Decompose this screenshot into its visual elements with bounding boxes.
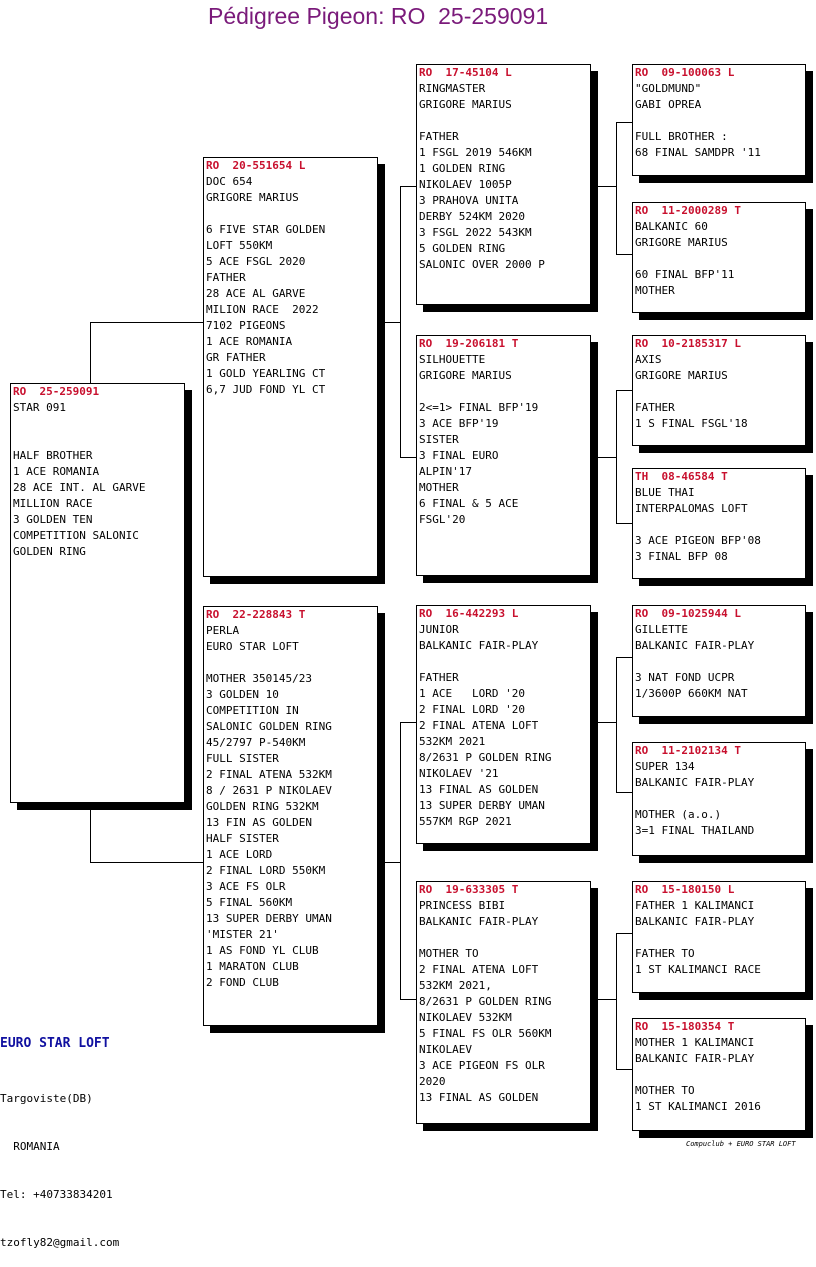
pigeon-details xyxy=(635,81,804,161)
detail-line: PRINCESS BIBI xyxy=(419,899,506,912)
connector-line xyxy=(400,186,401,458)
detail-line: 7102 PIGEONS xyxy=(206,319,286,332)
connector-line xyxy=(400,999,416,1000)
sire-sire-sire-card[interactable] xyxy=(632,64,806,176)
detail-line: MOTHER 350145/23 xyxy=(206,672,312,685)
detail-line xyxy=(635,654,804,670)
detail-line: 1 AS FOND YL CLUB xyxy=(206,944,319,957)
detail-line xyxy=(13,416,183,432)
detail-line: FSGL'20 xyxy=(419,513,466,526)
detail-line: 1 ACE ROMANIA xyxy=(206,335,293,348)
detail-line: 5 FINAL FS OLR 560KM xyxy=(419,1027,552,1040)
pigeon-details xyxy=(635,759,804,839)
connector-line xyxy=(384,322,401,323)
detail-line xyxy=(635,517,804,533)
ring-number: RO 09-1025944 L xyxy=(635,607,741,620)
detail-line: MOTHER TO xyxy=(635,1084,695,1097)
detail-line: MOTHER (a.o.) xyxy=(635,808,722,821)
detail-line: 68 FINAL SAMDPR '11 xyxy=(635,146,761,159)
address-email[interactable]: tzofly82@gmail.com xyxy=(0,1236,120,1249)
detail-line: 3 ACE PIGEON BFP'08 xyxy=(635,534,761,547)
detail-line: INTERPALOMAS LOFT xyxy=(635,502,748,515)
detail-line: 6 FINAL & 5 ACE xyxy=(419,497,519,510)
address-country: ROMANIA xyxy=(0,1140,60,1153)
detail-line: 1 GOLD YEARLING CT xyxy=(206,367,326,380)
ring-number: RO 17-45104 L xyxy=(419,66,512,79)
detail-line: 2 FINAL LORD 550KM xyxy=(206,864,326,877)
pigeon-details xyxy=(635,485,804,565)
detail-line: JUNIOR xyxy=(419,623,459,636)
detail-line: NIKOLAEV 532KM xyxy=(419,1011,512,1024)
detail-line: GRIGORE MARIUS xyxy=(419,98,512,111)
connector-line xyxy=(597,186,616,187)
detail-line xyxy=(419,930,589,946)
detail-line: 532KM 2021, xyxy=(419,979,492,992)
connector-line xyxy=(597,722,616,723)
ring-number: RO 15-180354 T xyxy=(635,1020,735,1033)
pigeon-details xyxy=(635,622,804,702)
detail-line xyxy=(419,113,589,129)
detail-line: GABI OPREA xyxy=(635,98,702,111)
detail-line: PERLA xyxy=(206,624,240,637)
ring-number: RO 22-228843 T xyxy=(206,608,306,621)
detail-line: COMPETITION IN xyxy=(206,704,299,717)
detail-line: GRIGORE MARIUS xyxy=(206,191,299,204)
detail-line: FATHER xyxy=(419,130,459,143)
detail-line: 2<=1> FINAL BFP'19 xyxy=(419,401,539,414)
detail-line: 2 FINAL LORD '20 xyxy=(419,703,525,716)
dam-dam-dam-card[interactable] xyxy=(632,1018,806,1131)
detail-line xyxy=(635,791,804,807)
detail-line: 28 ACE AL GARVE xyxy=(206,287,306,300)
detail-line: 3 ACE FS OLR xyxy=(206,880,286,893)
pigeon-details xyxy=(419,622,589,830)
connector-line xyxy=(597,457,616,458)
connector-line xyxy=(616,657,617,793)
detail-line: 532KM 2021 xyxy=(419,735,486,748)
detail-line: FATHER TO xyxy=(635,947,695,960)
credit-text: Compuclub + EURO STAR LOFT xyxy=(686,1140,796,1148)
address-city: Targoviste(DB) xyxy=(0,1092,93,1105)
connector-line xyxy=(616,1069,632,1070)
detail-line: SILHOUETTE xyxy=(419,353,486,366)
detail-line xyxy=(419,654,589,670)
detail-line: STAR 091 xyxy=(13,401,66,414)
detail-line: 557KM RGP 2021 xyxy=(419,815,512,828)
detail-line: BALKANIC FAIR-PLAY xyxy=(635,1052,755,1065)
detail-line: "GOLDMUND" xyxy=(635,82,702,95)
connector-line xyxy=(597,999,616,1000)
detail-line: 2020 xyxy=(419,1075,446,1088)
address-phone: Tel: +40733834201 xyxy=(0,1188,113,1201)
detail-line: HALF SISTER xyxy=(206,832,279,845)
detail-line: NIKOLAEV '21 xyxy=(419,767,499,780)
detail-line: 1 S FINAL FSGL'18 xyxy=(635,417,748,430)
detail-line: BALKANIC FAIR-PLAY xyxy=(635,776,755,789)
detail-line: ALPIN'17 xyxy=(419,465,472,478)
dam-dam-sire-card[interactable] xyxy=(632,881,806,993)
detail-line: 5 GOLDEN RING xyxy=(419,242,506,255)
detail-line: FATHER xyxy=(635,401,675,414)
detail-line: 13 SUPER DERBY UMAN xyxy=(206,912,332,925)
detail-line: 5 FINAL 560KM xyxy=(206,896,293,909)
detail-line xyxy=(635,930,804,946)
ring-number: TH 08-46584 T xyxy=(635,470,728,483)
connector-line xyxy=(90,322,91,383)
connector-line xyxy=(400,722,416,723)
detail-line: 2 FINAL ATENA 532KM xyxy=(206,768,332,781)
detail-line xyxy=(13,432,183,448)
detail-line: 1 ACE LORD xyxy=(206,848,273,861)
pigeon-details xyxy=(635,352,804,432)
detail-line: 3 GOLDEN TEN xyxy=(13,513,93,526)
ring-number: RO 11-2000289 T xyxy=(635,204,741,217)
connector-line xyxy=(90,803,91,863)
sire-dam-card[interactable] xyxy=(416,335,591,576)
dam-sire-dam-card[interactable] xyxy=(632,742,806,856)
detail-line: DOC 654 xyxy=(206,175,253,188)
detail-line: FATHER xyxy=(419,671,459,684)
connector-line xyxy=(616,254,632,255)
detail-line: 8/2631 P GOLDEN RING xyxy=(419,751,552,764)
detail-line: FULL BROTHER : xyxy=(635,130,728,143)
detail-line xyxy=(635,113,804,129)
connector-line xyxy=(384,862,401,863)
pigeon-details xyxy=(635,219,804,299)
detail-line: FATHER xyxy=(206,271,246,284)
detail-line: COMPETITION SALONIC xyxy=(13,529,139,542)
connector-line xyxy=(616,122,632,123)
detail-line: 3 NAT FOND UCPR xyxy=(635,671,735,684)
detail-line: GILLETTE xyxy=(635,623,688,636)
detail-line xyxy=(635,1067,804,1083)
detail-line: MOTHER xyxy=(419,481,459,494)
pigeon-details xyxy=(635,1035,804,1115)
detail-line: 8/2631 P GOLDEN RING xyxy=(419,995,552,1008)
ring-number: RO 20-551654 L xyxy=(206,159,306,172)
detail-line: BLUE THAI xyxy=(635,486,695,499)
detail-line: FATHER 1 KALIMANCI xyxy=(635,899,755,912)
detail-line: 3 ACE PIGEON FS OLR xyxy=(419,1059,545,1072)
detail-line: GRIGORE MARIUS xyxy=(635,236,728,249)
detail-line: GRIGORE MARIUS xyxy=(419,369,512,382)
sire-sire-card[interactable] xyxy=(416,64,591,305)
detail-line: 3 FINAL EURO xyxy=(419,449,499,462)
page-title: Pédigree Pigeon: RO 25-259091 xyxy=(208,3,549,29)
detail-line: 6 FIVE STAR GOLDEN xyxy=(206,223,326,236)
detail-line xyxy=(206,655,376,671)
detail-line: BALKANIC 60 xyxy=(635,220,708,233)
pigeon-details xyxy=(13,400,183,560)
detail-line: SISTER xyxy=(419,433,459,446)
sire-sire-dam-card[interactable] xyxy=(632,202,806,313)
dam-sire-card[interactable] xyxy=(416,605,591,844)
detail-line: BALKANIC FAIR-PLAY xyxy=(635,915,755,928)
detail-line: 5 ACE FSGL 2020 xyxy=(206,255,306,268)
detail-line: 13 FINAL AS GOLDEN xyxy=(419,1091,539,1104)
detail-line: MILION RACE 2022 xyxy=(206,303,319,316)
detail-line: SALONIC GOLDEN RING xyxy=(206,720,332,733)
detail-line: 1 FSGL 2019 546KM xyxy=(419,146,532,159)
connector-line xyxy=(616,933,617,1070)
detail-line: SUPER 134 xyxy=(635,760,695,773)
detail-line: GR FATHER xyxy=(206,351,266,364)
loft-address xyxy=(0,1059,119,1267)
connector-line xyxy=(616,792,632,793)
detail-line: BALKANIC FAIR-PLAY xyxy=(419,639,539,652)
detail-line: SALONIC OVER 2000 P xyxy=(419,258,545,271)
subject-card[interactable] xyxy=(10,383,185,803)
detail-line: 45/2797 P-540KM xyxy=(206,736,306,749)
detail-line: 3 FSGL 2022 543KM xyxy=(419,226,532,239)
detail-line: GRIGORE MARIUS xyxy=(635,369,728,382)
connector-line xyxy=(400,722,401,1000)
detail-line: 13 FIN AS GOLDEN xyxy=(206,816,312,829)
detail-line: 13 FINAL AS GOLDEN xyxy=(419,783,539,796)
detail-line: NIKOLAEV xyxy=(419,1043,472,1056)
detail-line: 60 FINAL BFP'11 xyxy=(635,268,735,281)
ring-number: RO 25-259091 xyxy=(13,385,100,398)
ring-number: RO 10-2185317 L xyxy=(635,337,741,350)
detail-line: 1 MARATON CLUB xyxy=(206,960,299,973)
sire-dam-dam-card[interactable] xyxy=(632,468,806,579)
detail-line: MOTHER 1 KALIMANCI xyxy=(635,1036,755,1049)
detail-line: EURO STAR LOFT xyxy=(206,640,299,653)
detail-line: 1 ACE ROMANIA xyxy=(13,465,100,478)
ring-number: RO 19-206181 T xyxy=(419,337,519,350)
detail-line: 1 ST KALIMANCI RACE xyxy=(635,963,761,976)
detail-line: MOTHER TO xyxy=(419,947,479,960)
connector-line xyxy=(616,390,632,391)
detail-line: 1 ST KALIMANCI 2016 xyxy=(635,1100,761,1113)
detail-line: MILLION RACE xyxy=(13,497,93,510)
detail-line: 6,7 JUD FOND YL CT xyxy=(206,383,326,396)
detail-line: HALF BROTHER xyxy=(13,449,93,462)
pigeon-details xyxy=(635,898,804,978)
ring-number: RO 15-180150 L xyxy=(635,883,735,896)
detail-line: 3 PRAHOVA UNITA xyxy=(419,194,519,207)
detail-line: 1/3600P 660KM NAT xyxy=(635,687,748,700)
detail-line: 3 ACE BFP'19 xyxy=(419,417,499,430)
connector-line xyxy=(616,523,632,524)
detail-line: GOLDEN RING xyxy=(13,545,86,558)
detail-line: GOLDEN RING 532KM xyxy=(206,800,319,813)
detail-line xyxy=(419,384,589,400)
pigeon-details xyxy=(206,174,376,398)
detail-line: RINGMASTER xyxy=(419,82,486,95)
detail-line: 28 ACE INT. AL GARVE xyxy=(13,481,146,494)
dam-sire-sire-card[interactable] xyxy=(632,605,806,717)
detail-line: LOFT 550KM xyxy=(206,239,273,252)
connector-line xyxy=(90,322,203,323)
connector-line xyxy=(400,186,416,187)
dam-card[interactable] xyxy=(203,606,378,1026)
sire-dam-sire-card[interactable] xyxy=(632,335,806,446)
detail-line xyxy=(635,384,804,400)
detail-line: BALKANIC FAIR-PLAY xyxy=(635,639,755,652)
loft-name: EURO STAR LOFT xyxy=(0,1036,110,1051)
detail-line xyxy=(635,251,804,267)
pigeon-details xyxy=(419,81,589,273)
detail-line: 2 FOND CLUB xyxy=(206,976,279,989)
sire-card[interactable] xyxy=(203,157,378,577)
connector-line xyxy=(400,457,416,458)
detail-line: 3 GOLDEN 10 xyxy=(206,688,279,701)
detail-line: 13 SUPER DERBY UMAN xyxy=(419,799,545,812)
connector-line xyxy=(616,390,617,524)
detail-line: 2 FINAL ATENA LOFT xyxy=(419,963,539,976)
ring-number: RO 19-633305 T xyxy=(419,883,519,896)
detail-line xyxy=(206,206,376,222)
ring-number: RO 16-442293 L xyxy=(419,607,519,620)
detail-line: 3=1 FINAL THAILAND xyxy=(635,824,755,837)
dam-dam-card[interactable] xyxy=(416,881,591,1124)
pigeon-details xyxy=(419,352,589,528)
ring-number: RO 09-100063 L xyxy=(635,66,735,79)
detail-line: NIKOLAEV 1005P xyxy=(419,178,512,191)
detail-line: 'MISTER 21' xyxy=(206,928,279,941)
connector-line xyxy=(616,933,632,934)
connector-line xyxy=(90,862,203,863)
connector-line xyxy=(616,122,617,255)
detail-line: DERBY 524KM 2020 xyxy=(419,210,525,223)
detail-line: 1 GOLDEN RING xyxy=(419,162,506,175)
pigeon-details xyxy=(206,623,376,991)
detail-line: BALKANIC FAIR-PLAY xyxy=(419,915,539,928)
detail-line: FULL SISTER xyxy=(206,752,279,765)
pigeon-details xyxy=(419,898,589,1106)
detail-line: MOTHER xyxy=(635,284,675,297)
detail-line: 1 ACE LORD '20 xyxy=(419,687,525,700)
detail-line: AXIS xyxy=(635,353,662,366)
detail-line: 3 FINAL BFP 08 xyxy=(635,550,728,563)
detail-line: 2 FINAL ATENA LOFT xyxy=(419,719,539,732)
detail-line: 8 / 2631 P NIKOLAEV xyxy=(206,784,332,797)
connector-line xyxy=(616,657,632,658)
ring-number: RO 11-2102134 T xyxy=(635,744,741,757)
